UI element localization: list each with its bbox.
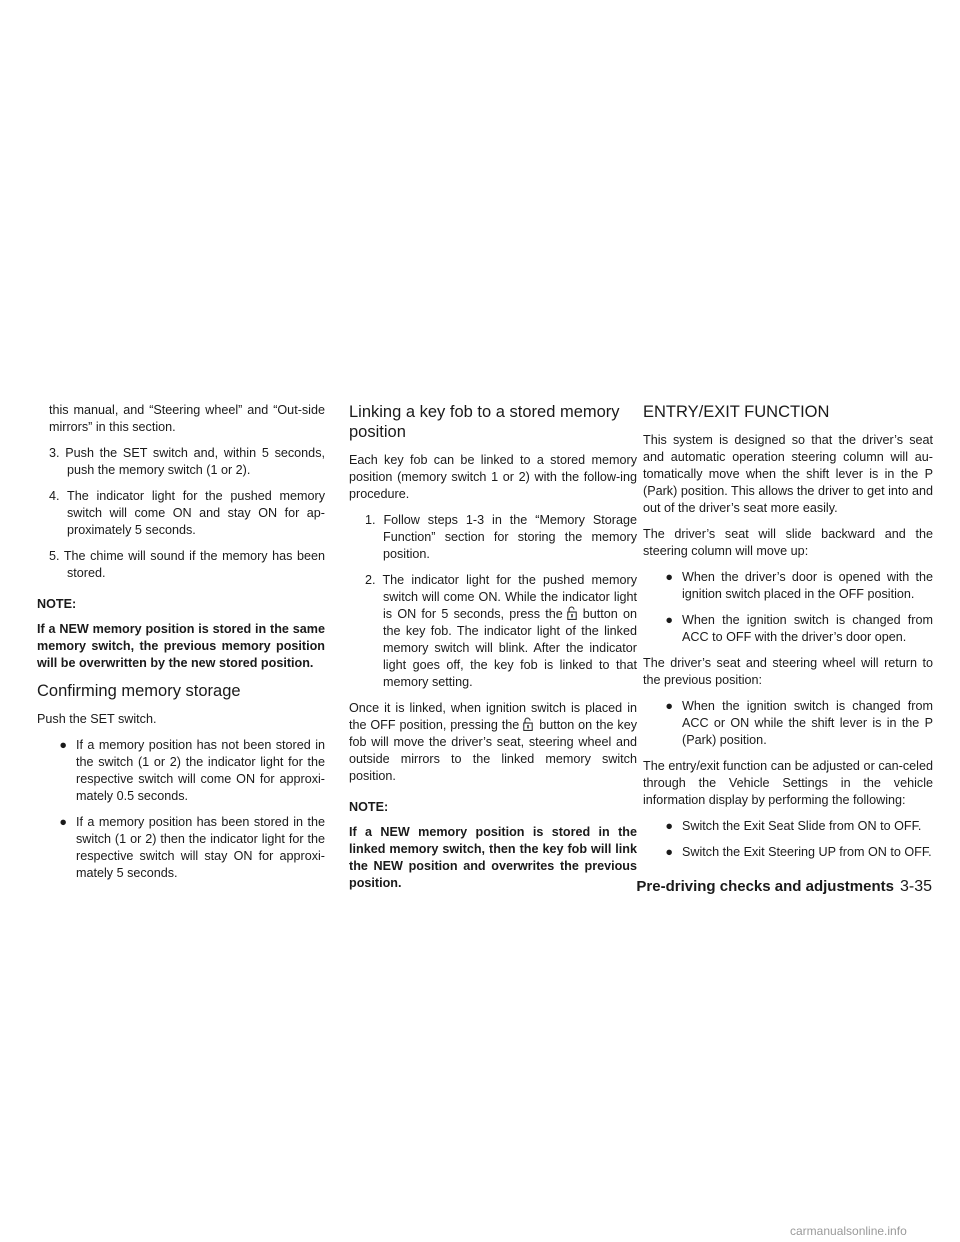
bullet-item xyxy=(643,569,933,603)
bullet-item xyxy=(643,818,933,835)
watermark: carmanualsonline.info xyxy=(790,1224,907,1238)
intro-text: Push the SET switch. xyxy=(37,712,157,726)
column-right xyxy=(643,402,933,870)
bullet-icon: ● xyxy=(665,819,673,833)
key-fob-unlock-icon xyxy=(567,606,577,620)
bullet-icon: ● xyxy=(665,570,673,584)
column-left xyxy=(37,402,325,891)
bullet-icon: ● xyxy=(665,613,673,627)
bullet-icon: ● xyxy=(59,815,67,829)
section-heading-linking: Linking a key fob to a stored memory position xyxy=(349,403,620,441)
bullet-item xyxy=(643,612,933,646)
note-heading: NOTE: xyxy=(37,597,77,611)
bullet-text: Switch the Exit Seat Slide from ON to OFF. xyxy=(682,819,922,833)
paragraph-3: The driver’s seat and steering wheel will return to the previous position: xyxy=(643,656,933,687)
bullet-icon: ● xyxy=(665,699,673,713)
linked-text-b: button on the key fob will move the driver’s seat, steering wheel and outside mirrors to the linked memory switch position. xyxy=(349,718,638,783)
linked-paragraph xyxy=(349,700,637,785)
bullet-text: If a memory position has not been stored in the switch (1 or 2) the indicator light for the respective switch will come ON for approxi-mately 0.5 seconds. xyxy=(76,738,325,803)
section-heading-confirming: Confirming memory storage xyxy=(37,682,241,700)
bullet-item xyxy=(643,698,933,749)
page-number: 3-35 xyxy=(899,878,932,895)
bullet-text: If a memory position has been stored in the switch (1 or 2) then the indicator light for the respective switch will stay ON for approxi-mately 5 seconds. xyxy=(76,815,325,880)
bullet-text: When the ignition switch is changed from ACC to OFF with the driver’s door open. xyxy=(682,613,933,644)
note-body: If a NEW memory position is stored in the linked memory switch, then the key fob will link the NEW position and overwrites the previous position. xyxy=(349,825,637,890)
step-4: 4. The indicator light for the pushed memory switch will come ON and stay ON for ap-proximately 5 seconds. xyxy=(49,489,325,537)
paragraph-4: The entry/exit function can be adjusted or can-celed through the Vehicle Settings in the vehicle information display by performing the following: xyxy=(643,759,933,807)
paragraph-1: This system is designed so that the driver’s seat and automatic operation steering column will au-tomatically move when the shift lever is in the P (Park) position. This allows the driver to get into and out of the driver’s seat more easily. xyxy=(643,433,933,515)
bullet-item xyxy=(37,814,325,882)
bullet-item xyxy=(37,737,325,805)
step-2-text-a: 2. The indicator light for the pushed memory switch will come ON. While the indicator light is ON for 5 seconds, press the xyxy=(365,573,637,621)
section-heading-entry-exit: ENTRY/EXIT FUNCTION xyxy=(643,403,830,421)
step-2 xyxy=(349,572,637,691)
step-2-text-b: button on the key fob. The indicator light of the linked memory switch will blink. After the indicator light goes off, the key fob is linked to that memory setting. xyxy=(383,607,637,689)
footer-section-title: Pre-driving checks and adjustments xyxy=(636,878,894,895)
continued-text: this manual, and “Steering wheel” and “Out-side mirrors” in this section. xyxy=(49,403,325,434)
key-fob-unlock-icon xyxy=(523,717,533,731)
page-footer xyxy=(622,878,932,896)
column-middle xyxy=(349,402,637,901)
bullet-text: Switch the Exit Steering UP from ON to OFF. xyxy=(682,845,932,859)
bullet-icon: ● xyxy=(665,845,673,859)
bullet-text: When the ignition switch is changed from ACC or ON while the shift lever is in the P (Park) position. xyxy=(682,699,933,747)
step-1: 1. Follow steps 1-3 in the “Memory Storage Function” section for storing the memory position. xyxy=(365,513,637,561)
paragraph-2: The driver’s seat will slide backward and the steering column will move up: xyxy=(643,527,933,558)
bullet-item xyxy=(643,844,933,861)
linked-text-a: Once it is linked, when ignition switch is placed in the OFF position, pressing the xyxy=(349,701,637,732)
note-body: If a NEW memory position is stored in the same memory switch, the previous memory position will be overwritten by the new stored position. xyxy=(37,622,325,670)
note-heading: NOTE: xyxy=(349,800,389,814)
bullet-text: When the driver’s door is opened with the ignition switch placed in the OFF position. xyxy=(682,570,933,601)
intro-text: Each key fob can be linked to a stored memory position (memory switch 1 or 2) with the follow-ing procedure. xyxy=(349,453,637,501)
step-5: 5. The chime will sound if the memory has been stored. xyxy=(49,549,325,580)
step-3: 3. Push the SET switch and, within 5 seconds, push the memory switch (1 or 2). xyxy=(49,446,325,477)
bullet-icon: ● xyxy=(59,738,67,752)
